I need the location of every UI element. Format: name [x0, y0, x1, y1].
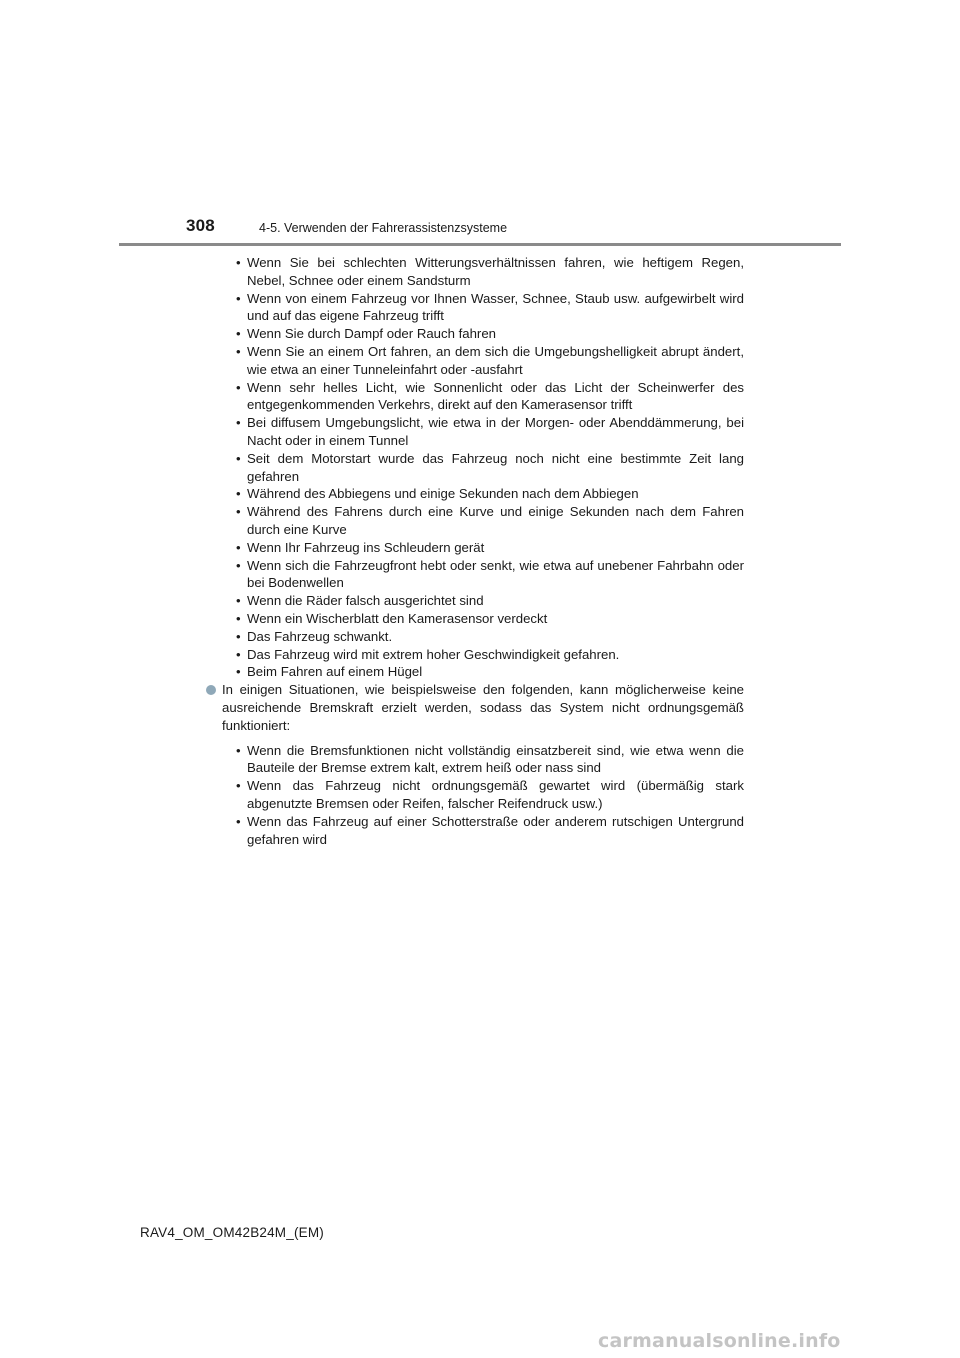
list-item: [222, 254, 744, 290]
list-item: [222, 450, 744, 486]
list-item: [222, 813, 744, 849]
main-bullet-item: [204, 681, 744, 734]
watermark: carmanualsonline.info: [598, 1330, 841, 1352]
list-item-text: Wenn Sie an einem Ort fahren, an dem sich die Umgebungshelligkeit abrupt ändert, wie etwa an einer Tunneleinfahrt oder -ausfahrt: [247, 343, 744, 377]
bullet: •: [236, 628, 241, 644]
list-item-text: Seit dem Motorstart wurde das Fahrzeug noch nicht eine bestimmte Zeit lang gefahren: [247, 450, 744, 484]
bullet: •: [236, 450, 241, 466]
bullet: •: [236, 379, 241, 395]
bullet: •: [236, 610, 241, 626]
bullet: •: [236, 778, 241, 794]
list-item-text: Wenn sich die Fahrzeugfront hebt oder senkt, wie etwa auf unebener Fahrbahn oder bei Bodenwellen: [247, 557, 744, 591]
list-item-text: Wenn sehr helles Licht, wie Sonnenlicht oder das Licht der Scheinwerfer des entgegenkommenden Verkehrs, direkt auf den Kamerasensor trifft: [247, 379, 744, 413]
list-item: [222, 539, 744, 557]
section-title: 4-5. Verwenden der Fahrerassistenzsysteme: [259, 221, 508, 235]
bullet: •: [236, 415, 241, 431]
page-content: [222, 254, 744, 848]
list-item: [222, 663, 744, 681]
footer-code: RAV4_OM_OM42B24M_(EM): [140, 1225, 325, 1240]
list-item: [222, 485, 744, 503]
condition-list: [222, 254, 744, 681]
list-item: [222, 379, 744, 415]
list-item: [222, 742, 744, 778]
list-item: [222, 503, 744, 539]
bullet: •: [236, 343, 241, 359]
list-item-text: Das Fahrzeug wird mit extrem hoher Geschwindigkeit gefahren.: [247, 646, 620, 662]
bullet: •: [236, 593, 241, 609]
list-item-text: Das Fahrzeug schwankt.: [247, 628, 393, 644]
braking-condition-list: [222, 742, 744, 849]
bullet: •: [236, 326, 241, 342]
list-item-text: Wenn das Fahrzeug nicht ordnungsgemäß gewartet wird (übermäßig stark abgenutzte Bremsen oder Reifen, falscher Reifendruck usw.): [247, 778, 744, 811]
list-item: [222, 290, 744, 326]
list-item-text: Während des Abbiegens und einige Sekunden nach dem Abbiegen: [247, 486, 639, 502]
main-item-text: In einigen Situationen, wie beispielsweise den folgenden, kann möglicherweise keine ausreichende Bremskraft erzielt werden, sodass das System nicht ordnungsgemäß funktioniert:: [222, 682, 744, 733]
list-item: [222, 628, 744, 646]
bullet: •: [236, 646, 241, 662]
list-item-text: Wenn Sie durch Dampf oder Rauch fahren: [247, 326, 496, 342]
bullet: •: [236, 742, 241, 758]
list-item-text: Wenn Ihr Fahrzeug ins Schleudern gerät: [247, 539, 485, 555]
bullet: •: [236, 664, 241, 680]
bullet: •: [236, 813, 241, 829]
bullet: •: [236, 290, 241, 306]
list-item-text: Wenn ein Wischerblatt den Kamerasensor verdeckt: [247, 610, 548, 626]
spacer: [222, 735, 744, 742]
bullet: •: [236, 557, 241, 573]
bullet: •: [236, 539, 241, 555]
list-item-text: Wenn von einem Fahrzeug vor Ihnen Wasser, Schnee, Staub usw. aufgewirbelt wird und auf das eigene Fahrzeug trifft: [247, 290, 744, 324]
list-item-text: Wenn die Bremsfunktionen nicht vollständig einsatzbereit sind, wie etwa wenn die Bauteile der Bremse extrem kalt, extrem heiß oder nass sind: [247, 742, 744, 776]
page-number: 308: [186, 216, 215, 235]
list-item: [222, 414, 744, 450]
bullet: •: [236, 486, 241, 502]
list-item-text: Wenn die Räder falsch ausgerichtet sind: [247, 593, 484, 609]
list-item: [222, 343, 744, 379]
list-item-text: Beim Fahren auf einem Hügel: [247, 664, 423, 680]
list-item-text: Während des Fahrens durch eine Kurve und einige Sekunden nach dem Fahren durch eine Kurve: [247, 504, 744, 537]
list-item-text: Wenn das Fahrzeug auf einer Schotterstraße oder anderem rutschigen Untergrund gefahren wird: [247, 813, 744, 847]
bullet: •: [236, 504, 241, 520]
list-item: [222, 646, 744, 664]
header-rule: [119, 243, 841, 246]
list-item-text: Wenn Sie bei schlechten Witterungsverhältnissen fahren, wie heftigem Regen, Nebel, Schnee oder einem Sandsturm: [247, 255, 744, 288]
list-item-text: Bei diffusem Umgebungslicht, wie etwa in der Morgen- oder Abenddämmerung, bei Nacht oder in einem Tunnel: [247, 415, 744, 448]
list-item: [222, 610, 744, 628]
list-item: [222, 557, 744, 593]
list-item: [222, 592, 744, 610]
bullet: •: [236, 255, 241, 270]
list-item: [222, 325, 744, 343]
list-item: [222, 777, 744, 813]
round-bullet-icon: [206, 685, 216, 695]
